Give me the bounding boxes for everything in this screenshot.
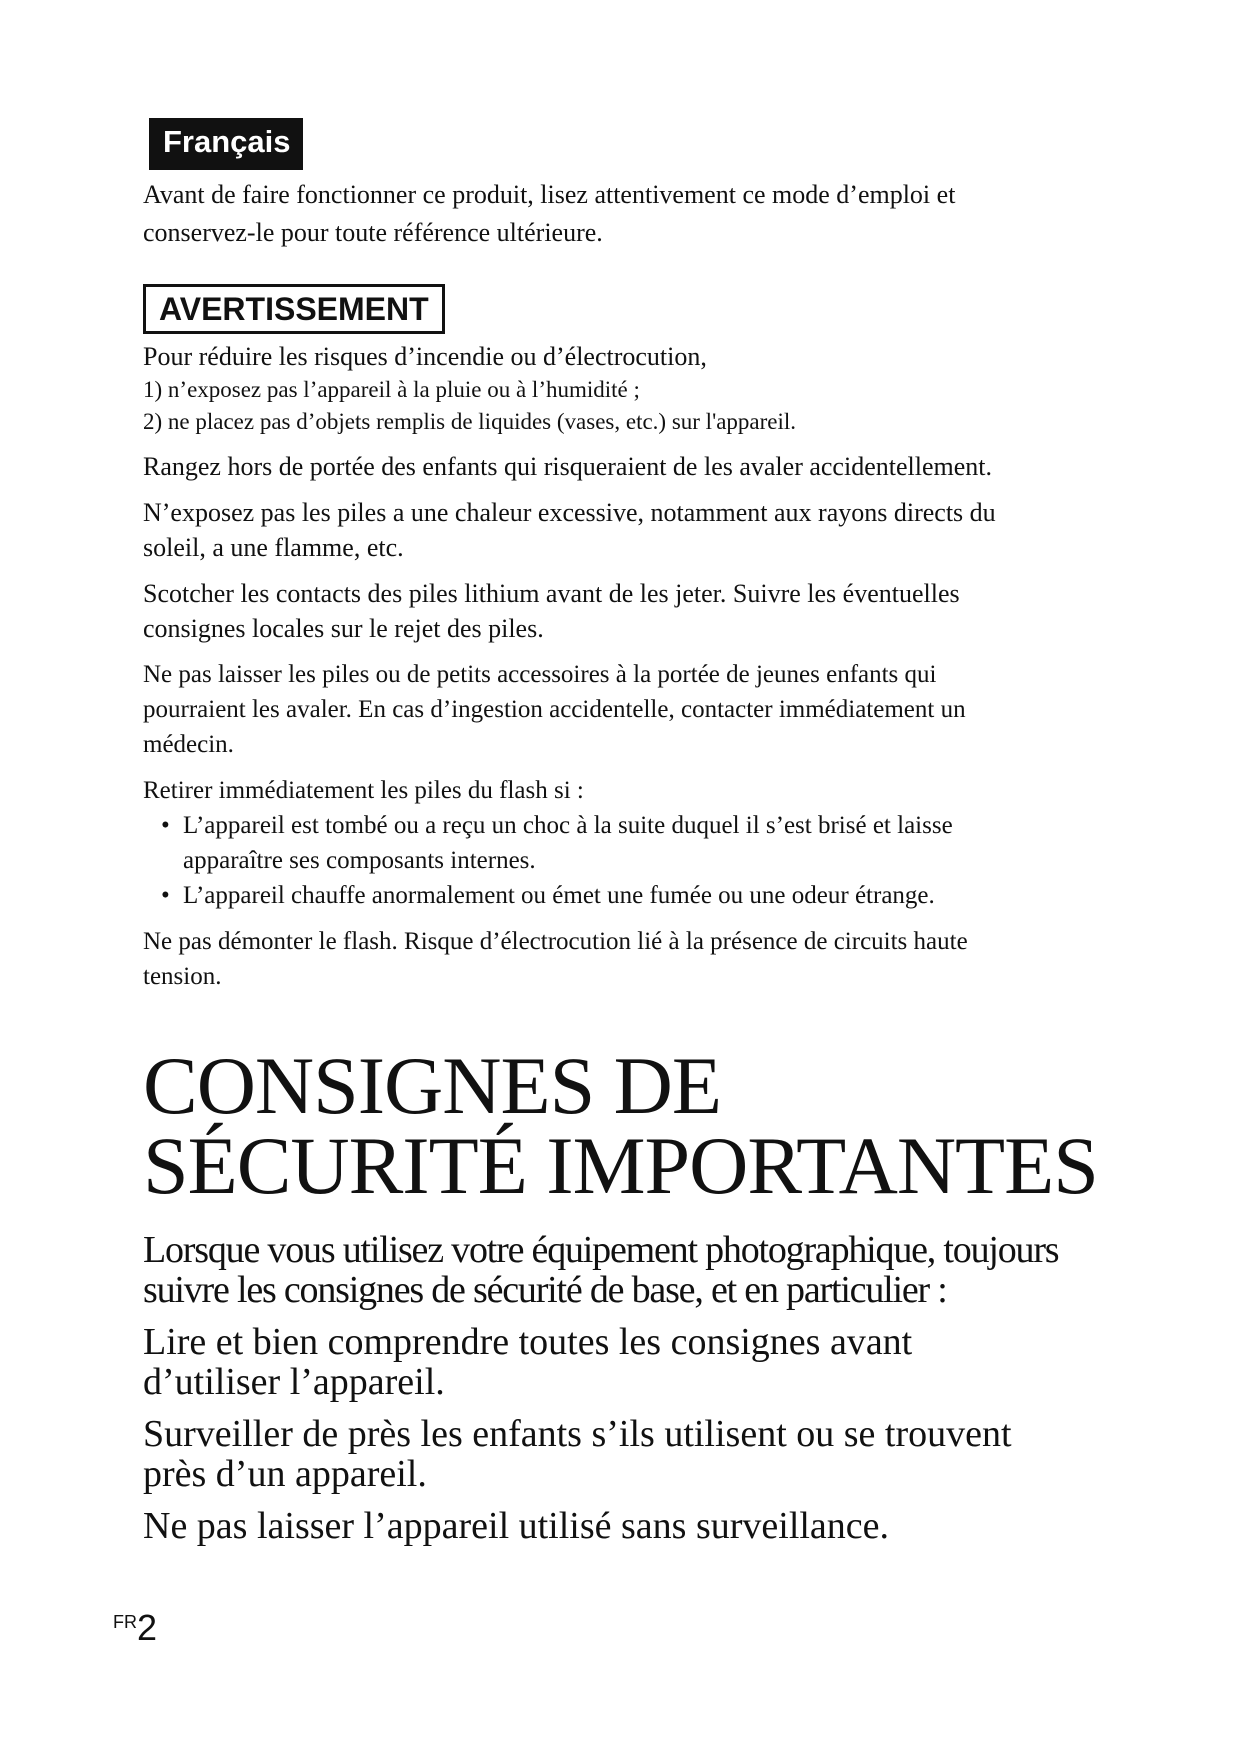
safety-item-unattended [143, 1506, 1118, 1546]
lead-line: suivre les consignes de sécurité de base, et en particulier : [143, 1269, 947, 1311]
intro-paragraph [143, 176, 1118, 252]
safety-title [143, 1040, 1143, 1211]
warning-closing [143, 924, 1118, 994]
paragraph-line: consignes locales sur le rejet des piles. [143, 614, 544, 643]
item-line: Ne pas laisser l’appareil utilisé sans surveillance. [143, 1505, 890, 1547]
warning-paragraph-children [143, 449, 1118, 484]
paragraph-line: tension. [143, 963, 222, 990]
language-badge: Français [149, 118, 303, 170]
intro-line: Avant de faire fonctionner ce produit, lisez attentivement ce mode d’emploi et [143, 180, 956, 209]
paragraph-line: N’exposez pas les piles a une chaleur excessive, notamment aux rayons directs du [143, 498, 996, 527]
paragraph-line: Ne pas démonter le flash. Risque d’électrocution lié à la présence de circuits haute [143, 928, 968, 955]
lead-line: Lorsque vous utilisez votre équipement photographique, toujours [143, 1229, 1059, 1271]
paragraph-line: soleil, a une flamme, etc. [143, 533, 404, 562]
paragraph-line: Scotcher les contacts des piles lithium avant de les jeter. Suivre les éventuelles [143, 579, 960, 608]
page-number [113, 1607, 157, 1649]
paragraph-line: pourraient les avaler. En cas d’ingestion accidentelle, contacter immédiatement un [143, 696, 966, 723]
warning-item-2: 2) ne placez pas d’objets remplis de liquides (vases, etc.) sur l'appareil. [143, 409, 797, 434]
warning-paragraph-lithium [143, 576, 1118, 646]
removal-list-item [143, 808, 1118, 878]
warning-paragraph-heat [143, 495, 1118, 565]
safety-item-read [143, 1322, 1118, 1402]
list-line: apparaître ses composants internes. [183, 847, 536, 874]
warning-intro: Pour réduire les risques d’incendie ou d’électrocution, [143, 342, 707, 371]
removal-list-item [143, 878, 1118, 913]
item-line: Surveiller de près les enfants s’ils utilisent ou se trouvent [143, 1413, 1012, 1455]
safety-lead [143, 1230, 1143, 1310]
title-line: CONSIGNES DE [143, 1040, 721, 1131]
warning-badge: AVERTISSEMENT [143, 284, 445, 334]
paragraph-line: Rangez hors de portée des enfants qui risqueraient de les avaler accidentellement. [143, 452, 992, 481]
removal-heading: Retirer immédiatement les piles du flash si : [143, 777, 584, 804]
safety-item-children [143, 1414, 1118, 1494]
list-line: L’appareil chauffe anormalement ou émet une fumée ou une odeur étrange. [183, 882, 935, 909]
warning-item-1: 1) n’exposez pas l’appareil à la pluie ou à l’humidité ; [143, 377, 640, 402]
bullet-symbol: • [161, 882, 170, 909]
warning-paragraph-ingestion [143, 657, 1118, 762]
paragraph-line: Ne pas laisser les piles ou de petits accessoires à la portée de jeunes enfants qui [143, 661, 937, 688]
intro-line: conservez-le pour toute référence ultérieure. [143, 218, 603, 247]
item-line: près d’un appareil. [143, 1453, 427, 1495]
bullet-symbol: • [161, 812, 170, 839]
item-line: d’utiliser l’appareil. [143, 1361, 445, 1403]
paragraph-line: médecin. [143, 731, 234, 758]
page-number-value: 2 [137, 1607, 158, 1648]
item-line: Lire et bien comprendre toutes les consignes avant [143, 1321, 913, 1363]
page-content [143, 118, 1118, 1546]
removal-list [143, 808, 1118, 913]
page-number-prefix: FR [113, 1612, 137, 1632]
title-line: SÉCURITÉ IMPORTANTES [143, 1120, 1098, 1211]
list-line: L’appareil est tombé ou a reçu un choc à la suite duquel il s’est brisé et laisse [183, 812, 953, 839]
